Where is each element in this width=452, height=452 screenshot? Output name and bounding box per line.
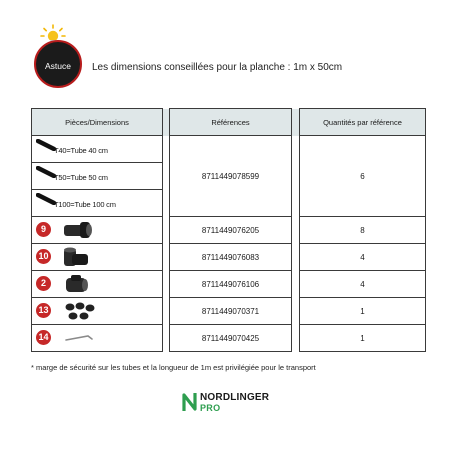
table-row [32, 217, 426, 244]
part-quantity: 1 [300, 325, 426, 352]
part-cell [32, 325, 163, 352]
table-row [32, 325, 426, 352]
logo-name: NORDLINGER [200, 392, 270, 403]
tube-label: T40=Tube 40 cm [54, 146, 108, 155]
brand-logo [182, 389, 282, 415]
part-quantity: 8 [300, 217, 426, 244]
footnote: * marge de sécurité sur les tubes et la longueur de 1m est privilégiée pour le transport [31, 363, 316, 372]
corner-connector-icon [58, 273, 102, 295]
astuce-badge [34, 40, 82, 88]
tube-cell [32, 163, 163, 190]
part-cell [32, 217, 163, 244]
part-number-badge: 9 [36, 222, 51, 237]
tee-connector-icon [58, 219, 102, 241]
tube-cell [32, 190, 163, 217]
header-references: Références [170, 109, 292, 136]
part-cell [32, 244, 163, 271]
part-quantity: 4 [300, 271, 426, 298]
tube-cell [32, 136, 163, 163]
table-row [32, 298, 426, 325]
part-reference: 8711449076083 [170, 244, 292, 271]
column-gap [292, 109, 300, 136]
logo-sub: PRO [200, 403, 221, 413]
part-reference: 8711449070371 [170, 298, 292, 325]
elbow-connector-icon [58, 246, 102, 268]
intro-text: Les dimensions conseillées pour la planche : 1m x 50cm [92, 62, 343, 73]
header-pieces: Pièces/Dimensions [32, 109, 163, 136]
part-reference: 8711449076205 [170, 217, 292, 244]
parts-table [31, 108, 426, 352]
nordlinger-logo-icon [182, 391, 198, 413]
tube-reference: 8711449078599 [170, 136, 292, 217]
tube-label: T50=Tube 50 cm [54, 173, 108, 182]
column-gap [163, 109, 170, 136]
part-number-badge: 14 [36, 330, 51, 345]
end-caps-icon [58, 300, 102, 322]
header-quantites: Quantités par référence [300, 109, 426, 136]
hex-key-icon [58, 327, 102, 349]
part-number-badge: 10 [36, 249, 51, 264]
tube-label: T100=Tube 100 cm [54, 200, 116, 209]
part-cell [32, 271, 163, 298]
part-quantity: 4 [300, 244, 426, 271]
part-number-badge: 2 [36, 276, 51, 291]
part-number-badge: 13 [36, 303, 51, 318]
table-row [32, 244, 426, 271]
part-quantity: 1 [300, 298, 426, 325]
astuce-label: Astuce [45, 61, 71, 71]
table-header-row [32, 109, 426, 136]
part-reference: 8711449070425 [170, 325, 292, 352]
part-reference: 8711449076106 [170, 271, 292, 298]
tube-quantity: 6 [300, 136, 426, 217]
table-row [32, 136, 426, 163]
table-row [32, 271, 426, 298]
part-cell [32, 298, 163, 325]
